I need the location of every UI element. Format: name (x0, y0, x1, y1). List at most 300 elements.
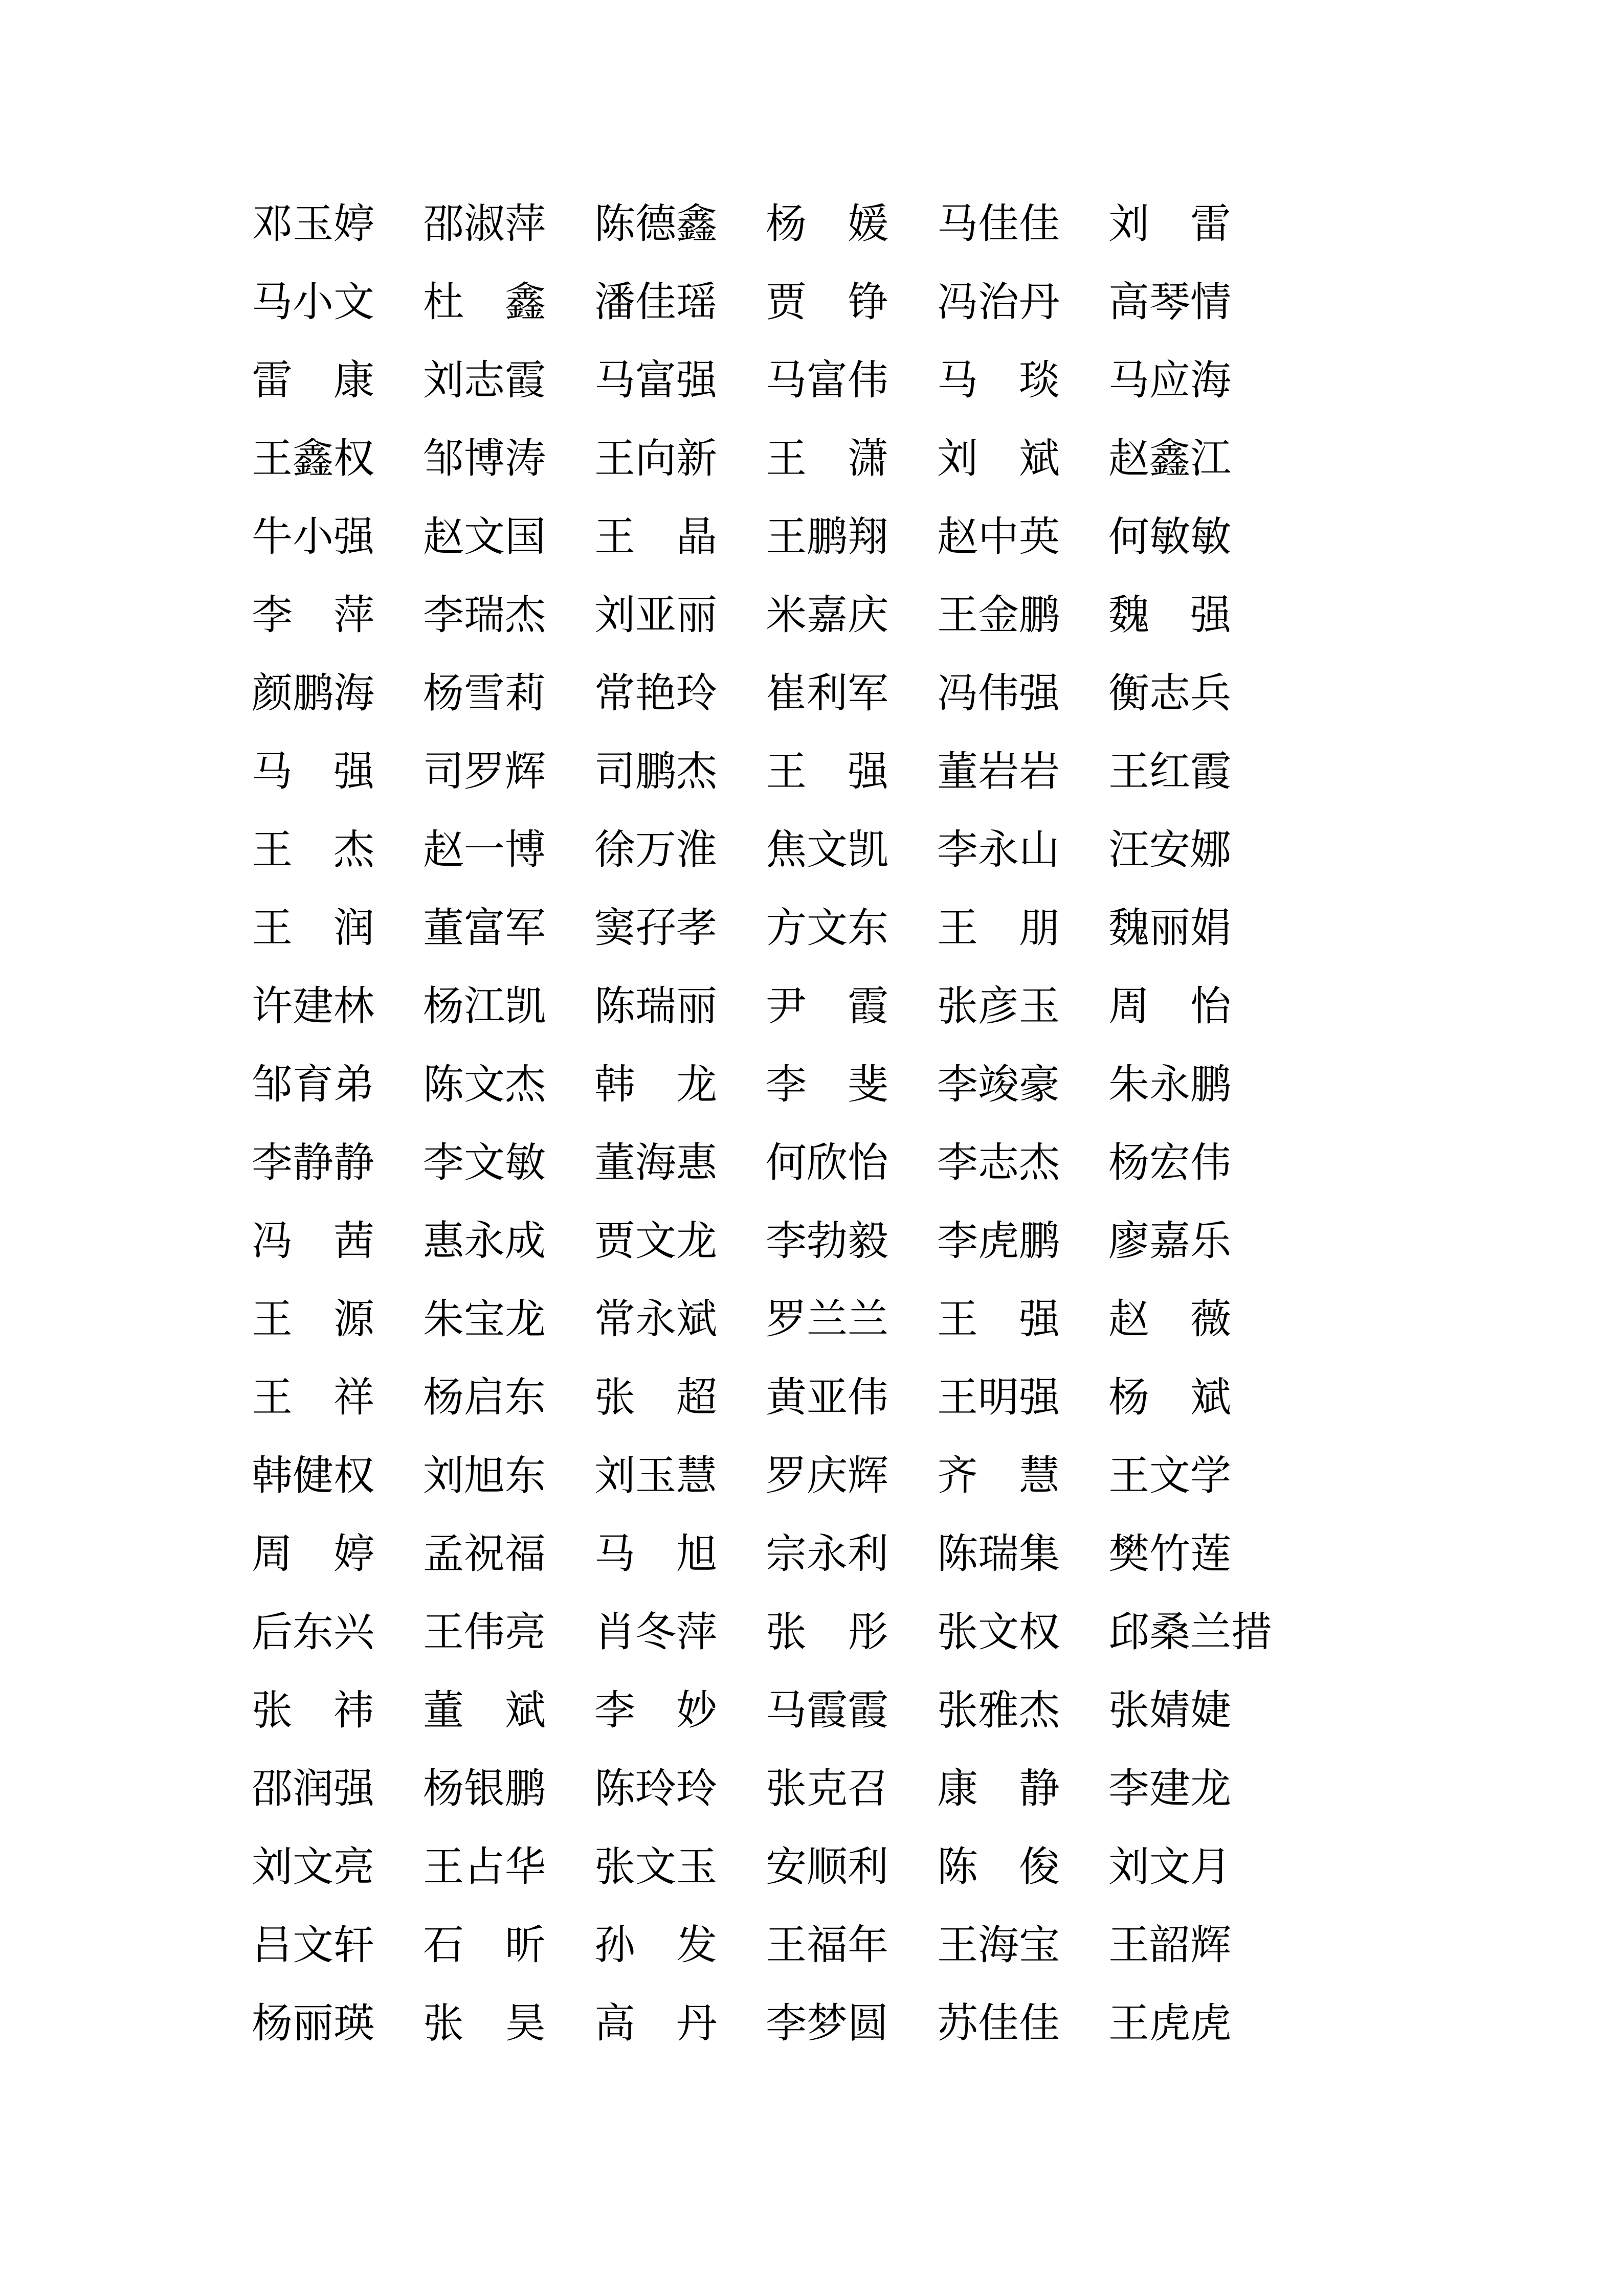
name-char: 媛 (848, 201, 888, 247)
name-char: 超 (676, 1375, 717, 1421)
name-char: 建 (293, 984, 333, 1029)
name-cell (766, 889, 937, 967)
name-char: 文 (464, 1062, 505, 1108)
person-name (937, 514, 1060, 560)
person-name (423, 1062, 546, 1108)
name-char: 玲 (676, 1766, 717, 1812)
name-char: 婷 (333, 1532, 374, 1577)
name-char: 刘 (1108, 201, 1149, 247)
name-char: 娜 (1190, 827, 1231, 873)
name-char: 佳 (1019, 201, 1060, 247)
name-cell (594, 1437, 766, 1515)
person-name (252, 282, 374, 323)
person-name (766, 1612, 888, 1653)
name-char: 杨 (423, 1766, 464, 1812)
person-name (766, 1688, 888, 1734)
person-name (423, 282, 546, 323)
name-char: 瑞 (978, 1532, 1019, 1577)
name-cell (1108, 1828, 1280, 1906)
name-char: 王 (1108, 1923, 1149, 1968)
name-cell (1108, 498, 1280, 576)
name-char: 王 (252, 827, 293, 873)
name-char: 张 (423, 2001, 464, 2046)
name-char: 海 (635, 1140, 676, 1186)
name-char: 虎 (1149, 2001, 1190, 2046)
name-cell (594, 1280, 766, 1359)
name-char: 韶 (1149, 1923, 1190, 1968)
name-char: 杨 (1108, 1375, 1149, 1421)
name-cell (252, 263, 423, 342)
name-char: 王 (766, 749, 807, 795)
name-cell (766, 420, 937, 498)
name-char: 吕 (252, 1923, 293, 1968)
name-cell (423, 1202, 594, 1280)
name-char: 凯 (848, 827, 888, 873)
person-name (766, 908, 888, 949)
name-char: 薇 (1190, 1297, 1231, 1342)
name-cell (594, 1672, 766, 1750)
name-char: 永 (1149, 1062, 1190, 1108)
name-cell (423, 1124, 594, 1202)
person-name (937, 1688, 1060, 1734)
name-char: 孙 (594, 1923, 635, 1968)
name-char: 岩 (978, 749, 1019, 795)
name-cell (252, 1906, 423, 1985)
name-char: 李 (252, 1140, 293, 1186)
name-char: 万 (635, 827, 676, 873)
name-char: 富 (464, 906, 505, 951)
name-char: 红 (1149, 749, 1190, 795)
name-cell (423, 655, 594, 733)
name-cell (423, 420, 594, 498)
person-name (594, 749, 717, 795)
person-name (594, 2001, 717, 2046)
name-char: 志 (464, 358, 505, 403)
name-char: 孖 (635, 906, 676, 951)
name-cell (594, 1985, 766, 2063)
name-char: 惠 (676, 1140, 717, 1186)
name-char: 李 (594, 1688, 635, 1734)
name-char: 鹏 (505, 1766, 546, 1812)
name-cell (937, 576, 1108, 655)
name-cell (766, 263, 937, 342)
person-name (766, 1925, 888, 1966)
person-name (252, 908, 374, 949)
name-char: 鹏 (1019, 1219, 1060, 1264)
name-cell (423, 1280, 594, 1359)
name-char: 鑫 (1149, 436, 1190, 482)
person-name (594, 201, 717, 247)
name-char: 贾 (766, 280, 807, 325)
name-char: 淮 (676, 827, 717, 873)
name-char: 丽 (676, 593, 717, 638)
person-name (1108, 1534, 1231, 1575)
name-char: 祥 (333, 1375, 374, 1421)
name-char: 华 (505, 1844, 546, 1890)
name-char: 孝 (676, 906, 717, 951)
name-cell (252, 1202, 423, 1280)
name-char: 冯 (937, 280, 978, 325)
name-char: 张 (594, 1375, 635, 1421)
name-char: 永 (464, 1219, 505, 1264)
name-cell (252, 576, 423, 655)
name-char: 静 (1019, 1766, 1060, 1812)
person-name (423, 1688, 546, 1734)
person-name (252, 2001, 374, 2046)
name-cell (594, 1828, 766, 1906)
person-name (252, 1299, 374, 1340)
name-char: 博 (505, 827, 546, 873)
name-char: 鹏 (807, 514, 848, 560)
name-char: 惠 (423, 1219, 464, 1264)
name-char: 小 (293, 514, 333, 560)
name-char: 丹 (1019, 280, 1060, 325)
name-char: 邱 (1108, 1610, 1149, 1655)
name-char: 强 (1190, 593, 1231, 638)
name-cell (766, 1593, 937, 1672)
name-char: 慧 (1019, 1453, 1060, 1499)
name-char: 王 (252, 436, 293, 482)
name-cell (594, 1202, 766, 1280)
name-char: 兰 (807, 1297, 848, 1342)
name-char: 张 (937, 1688, 978, 1734)
name-char: 竹 (1149, 1532, 1190, 1577)
name-char: 福 (505, 1532, 546, 1577)
name-cell (423, 1985, 594, 2063)
name-cell (252, 1359, 423, 1437)
name-char: 廖 (1108, 1219, 1149, 1264)
name-char: 鑫 (505, 280, 546, 325)
name-cell (766, 1046, 937, 1124)
name-char: 豪 (1019, 1062, 1060, 1108)
name-char: 杨 (423, 1375, 464, 1421)
name-char: 杨 (423, 984, 464, 1029)
name-char: 邹 (252, 1062, 293, 1108)
name-char: 樊 (1108, 1532, 1149, 1577)
person-name (937, 436, 1060, 482)
name-char: 李 (937, 827, 978, 873)
person-name (1108, 1062, 1231, 1108)
name-char: 俊 (1019, 1844, 1060, 1890)
name-cell (252, 655, 423, 733)
name-char: 集 (1019, 1532, 1060, 1577)
name-char: 刘 (937, 436, 978, 482)
name-char: 伟 (848, 1375, 888, 1421)
name-char: 王 (423, 1610, 464, 1655)
person-name (1108, 1140, 1231, 1186)
person-name (423, 1453, 546, 1499)
name-char: 江 (1190, 436, 1231, 482)
name-char: 潇 (848, 436, 888, 482)
name-cell (766, 498, 937, 576)
person-name (423, 1140, 546, 1186)
name-char: 淑 (464, 201, 505, 247)
name-char: 旭 (464, 1453, 505, 1499)
name-char: 张 (1108, 1688, 1149, 1734)
name-char: 王 (252, 1375, 293, 1421)
person-name (937, 1612, 1060, 1653)
name-char: 李 (937, 1062, 978, 1108)
name-char: 志 (978, 1140, 1019, 1186)
name-char: 萍 (333, 593, 374, 638)
name-cell (252, 342, 423, 420)
person-name (766, 1375, 888, 1421)
name-cell (252, 889, 423, 967)
person-name (766, 749, 888, 795)
name-char: 高 (1108, 280, 1149, 325)
name-cell (1108, 342, 1280, 420)
name-char: 罗 (766, 1297, 807, 1342)
name-cell (766, 967, 937, 1046)
name-cell (423, 1046, 594, 1124)
name-char: 赵 (423, 827, 464, 873)
name-char: 何 (1108, 514, 1149, 560)
name-char: 杜 (423, 280, 464, 325)
name-char: 萍 (676, 1610, 717, 1655)
name-char: 王 (1108, 749, 1149, 795)
name-char: 琴 (1149, 280, 1190, 325)
name-char: 龙 (1190, 1766, 1231, 1812)
name-cell (1108, 1280, 1280, 1359)
name-char: 文 (293, 1923, 333, 1968)
name-cell (594, 185, 766, 263)
person-name (937, 1844, 1060, 1890)
name-char: 马 (594, 358, 635, 403)
person-name (937, 1766, 1060, 1812)
name-char: 永 (807, 1532, 848, 1577)
name-char: 石 (423, 1923, 464, 1968)
person-name (766, 282, 888, 323)
person-name (1108, 1925, 1231, 1966)
name-char: 富 (635, 358, 676, 403)
name-char: 中 (978, 514, 1019, 560)
name-char: 尹 (766, 984, 807, 1029)
name-cell (252, 1280, 423, 1359)
name-char: 东 (293, 1610, 333, 1655)
name-char: 敏 (1149, 514, 1190, 560)
name-char: 永 (978, 827, 1019, 873)
person-name (252, 1766, 374, 1812)
name-char: 志 (1149, 671, 1190, 716)
name-cell (937, 967, 1108, 1046)
name-cell (766, 1280, 937, 1359)
name-char: 占 (464, 1844, 505, 1890)
person-name (252, 1534, 374, 1575)
name-char: 李 (423, 593, 464, 638)
name-char: 莲 (1190, 1532, 1231, 1577)
person-name (594, 514, 717, 560)
person-name (1108, 282, 1231, 323)
name-char: 张 (766, 1610, 807, 1655)
name-char: 霞 (505, 358, 546, 403)
name-char: 建 (1149, 1766, 1190, 1812)
name-char: 成 (505, 1219, 546, 1264)
person-name (594, 1375, 717, 1421)
name-char: 年 (848, 1923, 888, 1968)
person-name (252, 986, 374, 1027)
person-name (423, 986, 546, 1027)
name-char: 兴 (333, 1610, 374, 1655)
name-char: 博 (464, 436, 505, 482)
name-char: 龙 (676, 1219, 717, 1264)
name-char: 利 (848, 1844, 888, 1890)
name-cell (937, 1515, 1108, 1593)
name-char: 伟 (1190, 1140, 1231, 1186)
name-char: 王 (594, 436, 635, 482)
name-char: 玲 (676, 671, 717, 716)
person-name (594, 1925, 717, 1966)
name-cell (766, 1985, 937, 2063)
name-char: 马 (252, 749, 293, 795)
name-char: 莉 (505, 671, 546, 716)
name-char: 林 (333, 984, 374, 1029)
person-name (766, 1221, 888, 1262)
name-char: 权 (333, 1453, 374, 1499)
person-name (766, 514, 888, 560)
name-char: 邵 (252, 1766, 293, 1812)
name-char: 润 (333, 906, 374, 951)
name-char: 黄 (766, 1375, 807, 1421)
name-char: 冯 (937, 671, 978, 716)
name-char: 苏 (937, 2001, 978, 2046)
name-char: 轩 (333, 1923, 374, 1968)
person-name (423, 827, 546, 873)
name-cell (766, 1202, 937, 1280)
name-cell (1108, 889, 1280, 967)
name-char: 琰 (1019, 358, 1060, 403)
name-char: 罗 (766, 1453, 807, 1499)
name-cell (423, 1750, 594, 1828)
name-char: 山 (1019, 827, 1060, 873)
name-char: 利 (848, 1532, 888, 1577)
name-cell (594, 342, 766, 420)
name-char: 桑 (1149, 1610, 1190, 1655)
name-char: 鹏 (293, 671, 333, 716)
person-name (252, 201, 374, 247)
person-name (766, 986, 888, 1027)
person-name (1108, 595, 1231, 636)
name-char: 文 (1149, 1844, 1190, 1890)
name-char: 晶 (676, 514, 717, 560)
name-char: 魏 (1108, 906, 1149, 951)
name-cell (594, 811, 766, 889)
person-name (594, 1688, 717, 1734)
name-char: 丽 (676, 984, 717, 1029)
name-char: 冬 (635, 1610, 676, 1655)
name-char: 杨 (423, 671, 464, 716)
name-char: 何 (766, 1140, 807, 1186)
name-char: 牛 (252, 514, 293, 560)
name-char: 文 (1149, 1453, 1190, 1499)
name-cell (594, 733, 766, 811)
person-name (423, 1375, 546, 1421)
name-char: 发 (676, 1923, 717, 1968)
name-char: 文 (333, 280, 374, 325)
person-name (423, 749, 546, 795)
name-char: 英 (1019, 514, 1060, 560)
name-char: 鑫 (293, 436, 333, 482)
name-cell (1108, 1124, 1280, 1202)
name-cell (766, 1515, 937, 1593)
name-char: 金 (978, 593, 1019, 638)
name-cell (1108, 185, 1280, 263)
person-name (1108, 2001, 1231, 2046)
name-char: 邓 (252, 201, 293, 247)
person-name (937, 827, 1060, 873)
name-char: 陈 (937, 1844, 978, 1890)
name-char: 措 (1231, 1610, 1272, 1655)
name-cell (766, 1828, 937, 1906)
name-char: 兵 (1190, 671, 1231, 716)
name-cell (937, 1906, 1108, 1985)
name-char: 董 (423, 1688, 464, 1734)
person-name (594, 1221, 717, 1262)
name-cell (766, 342, 937, 420)
name-char: 德 (635, 201, 676, 247)
name-char: 向 (635, 436, 676, 482)
person-name (594, 1062, 717, 1108)
person-name (937, 986, 1060, 1027)
person-name (252, 358, 374, 403)
name-cell (1108, 967, 1280, 1046)
name-char: 雷 (1190, 201, 1231, 247)
name-cell (937, 1672, 1108, 1750)
name-char: 宗 (766, 1532, 807, 1577)
person-name (252, 1612, 374, 1653)
name-char: 慧 (676, 1453, 717, 1499)
name-char: 军 (505, 906, 546, 951)
name-char: 润 (293, 1766, 333, 1812)
name-char: 婷 (333, 201, 374, 247)
name-char: 杰 (505, 593, 546, 638)
name-char: 宝 (1019, 1923, 1060, 1968)
name-char: 许 (252, 984, 293, 1029)
name-cell (766, 1359, 937, 1437)
name-char: 岩 (1019, 749, 1060, 795)
name-char: 潘 (594, 280, 635, 325)
name-char: 康 (937, 1766, 978, 1812)
name-cell (1108, 1437, 1280, 1515)
name-char: 军 (848, 671, 888, 716)
person-name (252, 1221, 374, 1262)
name-cell (252, 1985, 423, 2063)
name-cell (937, 420, 1108, 498)
name-char: 李 (937, 1140, 978, 1186)
name-cell (252, 420, 423, 498)
name-char: 佳 (1019, 2001, 1060, 2046)
name-cell (937, 1202, 1108, 1280)
person-name (252, 1062, 374, 1108)
person-name (252, 1844, 374, 1890)
name-char: 强 (333, 749, 374, 795)
name-cell (594, 1046, 766, 1124)
name-char: 文 (978, 1610, 1019, 1655)
name-char: 静 (293, 1140, 333, 1186)
name-char: 司 (423, 749, 464, 795)
person-name (937, 749, 1060, 795)
name-char: 司 (594, 749, 635, 795)
person-name (252, 1375, 374, 1421)
person-name (423, 514, 546, 560)
name-cell (766, 185, 937, 263)
person-name (594, 1534, 717, 1575)
person-name (766, 1766, 888, 1812)
name-char: 强 (848, 749, 888, 795)
name-char: 瑛 (333, 2001, 374, 2046)
names-grid (252, 185, 1280, 2063)
name-char: 怡 (848, 1140, 888, 1186)
name-char: 魏 (1108, 593, 1149, 638)
